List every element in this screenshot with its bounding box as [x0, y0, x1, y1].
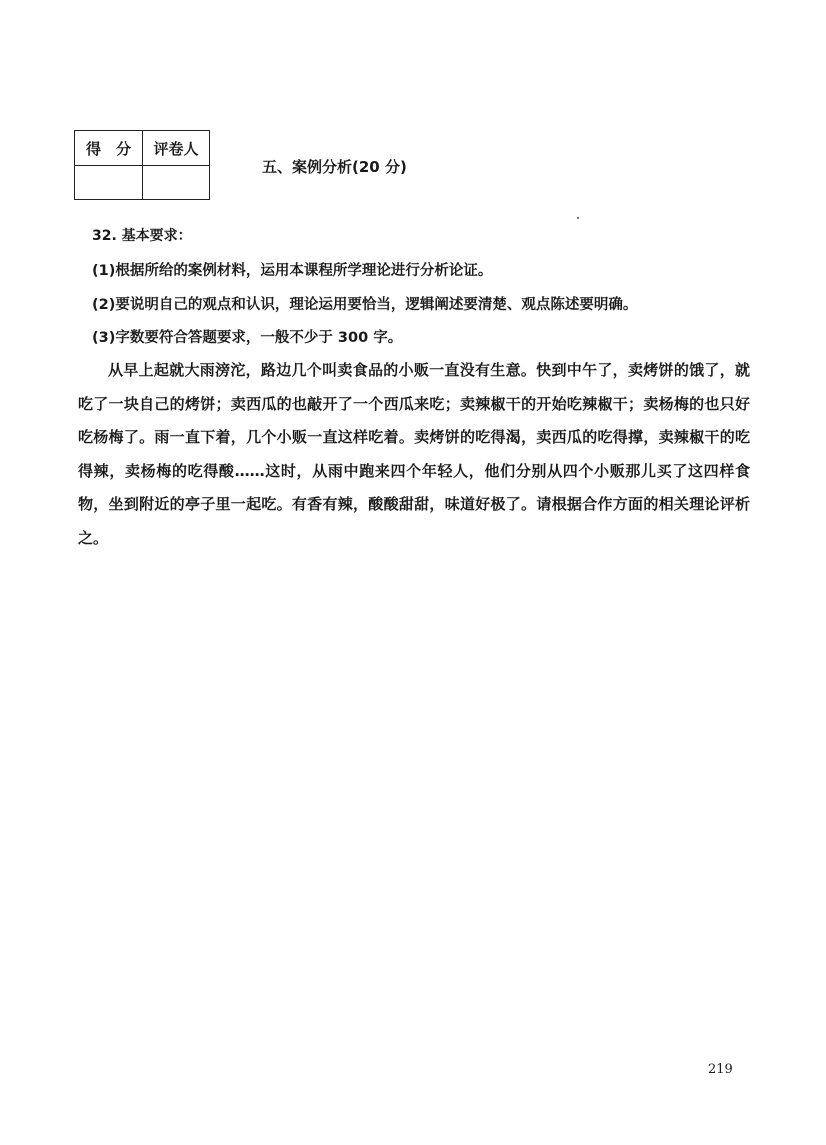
- grader-header-cell: 评卷人: [143, 131, 210, 166]
- requirement-2: (2)要说明自己的观点和认识，理论运用要恰当，逻辑阐述要清楚、观点陈述要明确。: [92, 297, 638, 313]
- section-title: 五、案例分析(20 分): [262, 158, 407, 176]
- question-label: 32. 基本要求：: [92, 228, 192, 244]
- grader-entry-cell: [143, 166, 210, 200]
- score-header-cell: 得 分: [75, 131, 143, 166]
- case-text: 从早上起就大雨滂沱，路边几个叫卖食品的小贩一直没有生意。快到中午了，卖烤饼的饿了，就吃了一块自己的烤饼；卖西瓜的也敲开了一个西瓜来吃；卖辣椒干的开始吃辣椒干；卖杨梅的也只好吃杨梅了。雨一直下着，几个小贩一直这样吃着。卖烤饼的吃得渴，卖西瓜的吃得撑，卖辣椒干的吃得辣，卖杨梅的吃得酸……这时，从雨中跑来四个年轻人，他们分别从四个小贩那儿买了这四样食物，坐到附近的亭子里一起吃。有香有辣，酸酸甜甜，味道好极了。请根据合作方面的相关理论评析之。: [78, 361, 750, 547]
- scan-speck: [577, 217, 579, 219]
- requirement-1: (1)根据所给的案例材料，运用本课程所学理论进行分析论证。: [92, 263, 493, 279]
- score-table: [74, 130, 210, 200]
- score-entry-cell: [75, 166, 143, 200]
- requirement-3: (3)字数要符合答题要求，一般不少于 300 字。: [92, 330, 403, 346]
- page-number: 219: [708, 1062, 733, 1077]
